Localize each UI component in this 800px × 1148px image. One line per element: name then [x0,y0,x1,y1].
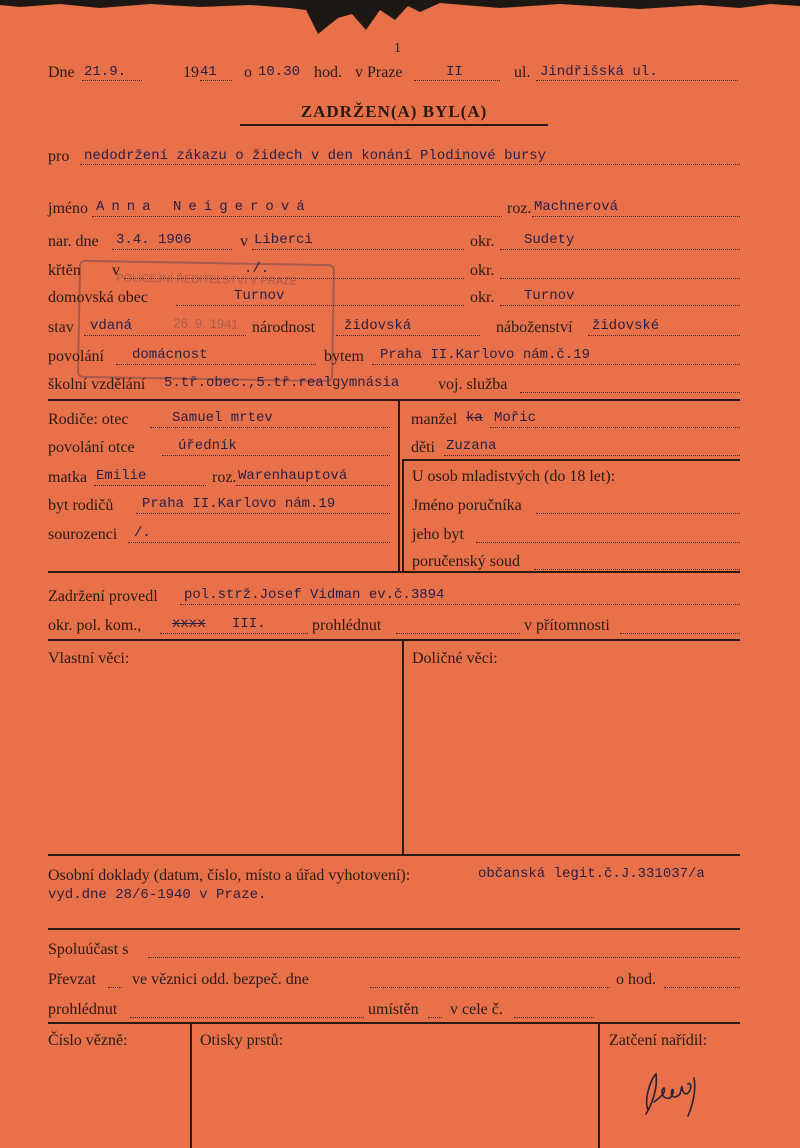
hour-line [664,987,740,988]
time-o-label: o [244,64,252,81]
mother-birth-value: Warenhauptová [238,468,348,484]
district-label-2: okr. [470,262,495,279]
siblings-line [128,542,390,543]
district-value-3: Turnov [524,288,575,304]
district-line-3 [500,305,740,306]
district-line-1 [500,249,740,250]
children-line [444,455,740,456]
documents-label: Osobní doklady (datum, číslo, místo a úřad vyhotovení): [48,867,411,884]
baptized-label: křtěn [48,262,81,279]
reason-line [80,164,740,165]
hod-label: hod. [314,64,342,81]
section-rule-documents [48,854,740,856]
birth-place-label: v [240,233,248,250]
name-value: Anna Neigerová [96,199,312,215]
district-label-3: okr. [470,289,495,306]
children-value: Zuzana [446,438,497,454]
year-line [200,80,232,81]
spouse-label: manžel [411,411,458,428]
section-rule-detention [48,571,740,573]
signoff-divider-2 [598,1022,600,1148]
police-district-label: okr. pol. kom., [48,617,142,634]
district-line [414,80,500,81]
footer-inspected-label: prohlédnut [48,1001,118,1018]
street-label: ul. [514,64,531,81]
inspected-line [396,633,520,634]
page-number: 1 [394,41,401,56]
personal-items-label: Vlastní věci: [48,650,130,667]
home-town-value: Turnov [234,288,285,304]
mother-line [94,485,206,486]
signoff-divider-1 [190,1022,192,1148]
parents-residence-label: byt rodičů [48,497,114,514]
parents-residence-value: Praha II.Karlovo nám.19 [142,496,336,512]
children-label: děti [411,439,435,456]
religion-line [588,335,740,336]
father-line [150,427,390,428]
spouse-line [490,427,740,428]
placed-label: umístěn [368,1001,419,1018]
nationality-label: národnost [252,319,316,336]
religion-label: náboženství [496,319,573,336]
baptized-line [124,278,464,279]
inspected-label: prohlédnut [312,617,382,634]
detained-by-value: pol.strž.Josef Vidman ev.č.3894 [184,587,445,603]
presence-line [620,633,740,634]
section-rule-complicity [48,928,740,930]
birth-name-value: Machnerová [534,199,619,215]
form-title: ZADRŽEN(A) BYL(A) [240,102,548,126]
residence-value: Praha II.Karlovo nám.č.19 [380,347,591,363]
mother-label: matka [48,469,88,486]
district-line-2 [500,278,740,279]
cell-label: v cele č. [450,1001,503,1018]
fingerprints-label: Otisky prstů: [200,1032,284,1049]
residence-line [372,364,740,365]
police-district-struck: xxxx [172,616,206,632]
district-value-1: Sudety [524,232,575,248]
guardian-label: Jméno poručníka [412,497,522,514]
district-value: II [446,64,463,80]
religion-value: židovské [592,318,660,334]
guardian-residence-line [476,542,740,543]
birth-name-label: roz. [507,200,532,217]
birth-date-label: nar. dne [48,233,99,250]
time-value: 10.30 [258,64,301,80]
parents-residence-line [136,513,390,514]
father-occupation-value: úředník [178,438,237,454]
date-value: 21.9. [84,64,127,80]
guardianship-court-line [534,569,740,570]
year-value: 41 [200,64,217,80]
mother-birth-label: roz. [212,469,237,486]
detained-by-line [180,604,740,605]
baptized-value: ./. [244,261,270,277]
year-prefix: 19 [183,64,199,81]
section-rule-signoff [48,1022,740,1024]
education-label: školní vzdělání [48,376,146,393]
date-line [82,80,142,81]
minors-heading: U osob mladistvých (do 18 let): [412,468,616,485]
complicity-line [148,957,740,958]
police-stamp: POLICEJNÍ ŘEDITELSTVÍ V PRAZE 26. 9. 1941 [77,260,335,382]
nationality-value: židovská [344,318,412,334]
home-town-line [176,305,464,306]
nationality-line [336,335,480,336]
father-occupation-line [162,455,390,456]
marital-value: vdaná [90,318,133,334]
name-line [92,216,502,217]
residence-label: bytem [324,348,364,365]
prison-label: ve věznici odd. bezpeč. dne [132,971,309,988]
father-label: Rodiče: otec [48,411,129,428]
birth-date-value: 3.4. 1906 [116,232,192,248]
evidence-items-label: Doličné věci: [412,650,498,667]
documents-value-line2: vyd.dne 28/6-1940 v Praze. [48,887,267,903]
detained-by-label: Zadržení provedl [48,588,158,605]
section-rule-parents [48,399,740,401]
baptized-v-label: v [112,262,120,279]
occupation-line [116,364,316,365]
marital-line [84,335,246,336]
mother-value: Emilie [96,468,147,484]
police-district-value: III. [232,616,266,632]
father-occupation-label: povolání otce [48,439,135,456]
street-line [536,80,738,81]
education-value: 5.tř.obec.,5.tř.realgymnásia [164,375,400,391]
presence-label: v přítomnosti [524,617,610,634]
hour-label: o hod. [616,971,656,988]
items-divider [402,639,404,855]
minors-box-left [402,459,404,571]
mother-birth-line [236,485,390,486]
police-district-line [160,633,308,634]
street-value: Jindřišská ul. [540,64,658,80]
v-praze-label: v Praze [355,64,403,81]
cell-line [514,1017,594,1018]
district-label-1: okr. [470,233,495,250]
father-value: Samuel mrtev [172,410,273,426]
guardianship-court-label: poručenský soud [412,553,520,570]
military-line [520,392,740,393]
birth-name-line [532,216,740,217]
transferred-label: Převzat [48,971,96,988]
prisoner-number-label: Číslo vězně: [48,1032,128,1049]
footer-inspected-line [130,1017,364,1018]
reason-value: nedodržení zákazu o židech v den konání Plodinové bursy [84,148,547,164]
birth-place-line [252,249,464,250]
date-label: Dne [48,64,75,81]
name-label: jméno [48,200,88,217]
military-label: voj. služba [438,376,508,393]
siblings-value: /. [134,525,151,541]
spouse-struck-suffix: ka [466,410,483,426]
transferred-line [108,987,122,988]
home-town-label: domovská obec [48,289,148,306]
guardian-line [536,513,740,514]
occupation-value: domácnost [132,347,208,363]
section-rule-items [48,639,740,641]
birth-place-value: Liberci [254,232,313,248]
spouse-value: Mořic [494,410,537,426]
arrest-ordered-label: Zatčení nařídil: [609,1032,708,1049]
siblings-label: sourozenci [48,526,118,543]
occupation-label: povolání [48,348,104,365]
complicity-label: Spoluúčast s [48,941,129,958]
reason-label: pro [48,148,70,165]
placed-line [428,1017,442,1018]
guardian-residence-label: jeho byt [412,526,464,543]
handwritten-signature [640,1060,710,1120]
marital-label: stav [48,319,74,336]
minors-box-top [402,459,740,461]
parents-divider [398,399,400,571]
prison-date-line [370,987,610,988]
documents-value-line1: občanská legit.č.J.331037/a [478,866,705,882]
birth-date-line [112,249,232,250]
